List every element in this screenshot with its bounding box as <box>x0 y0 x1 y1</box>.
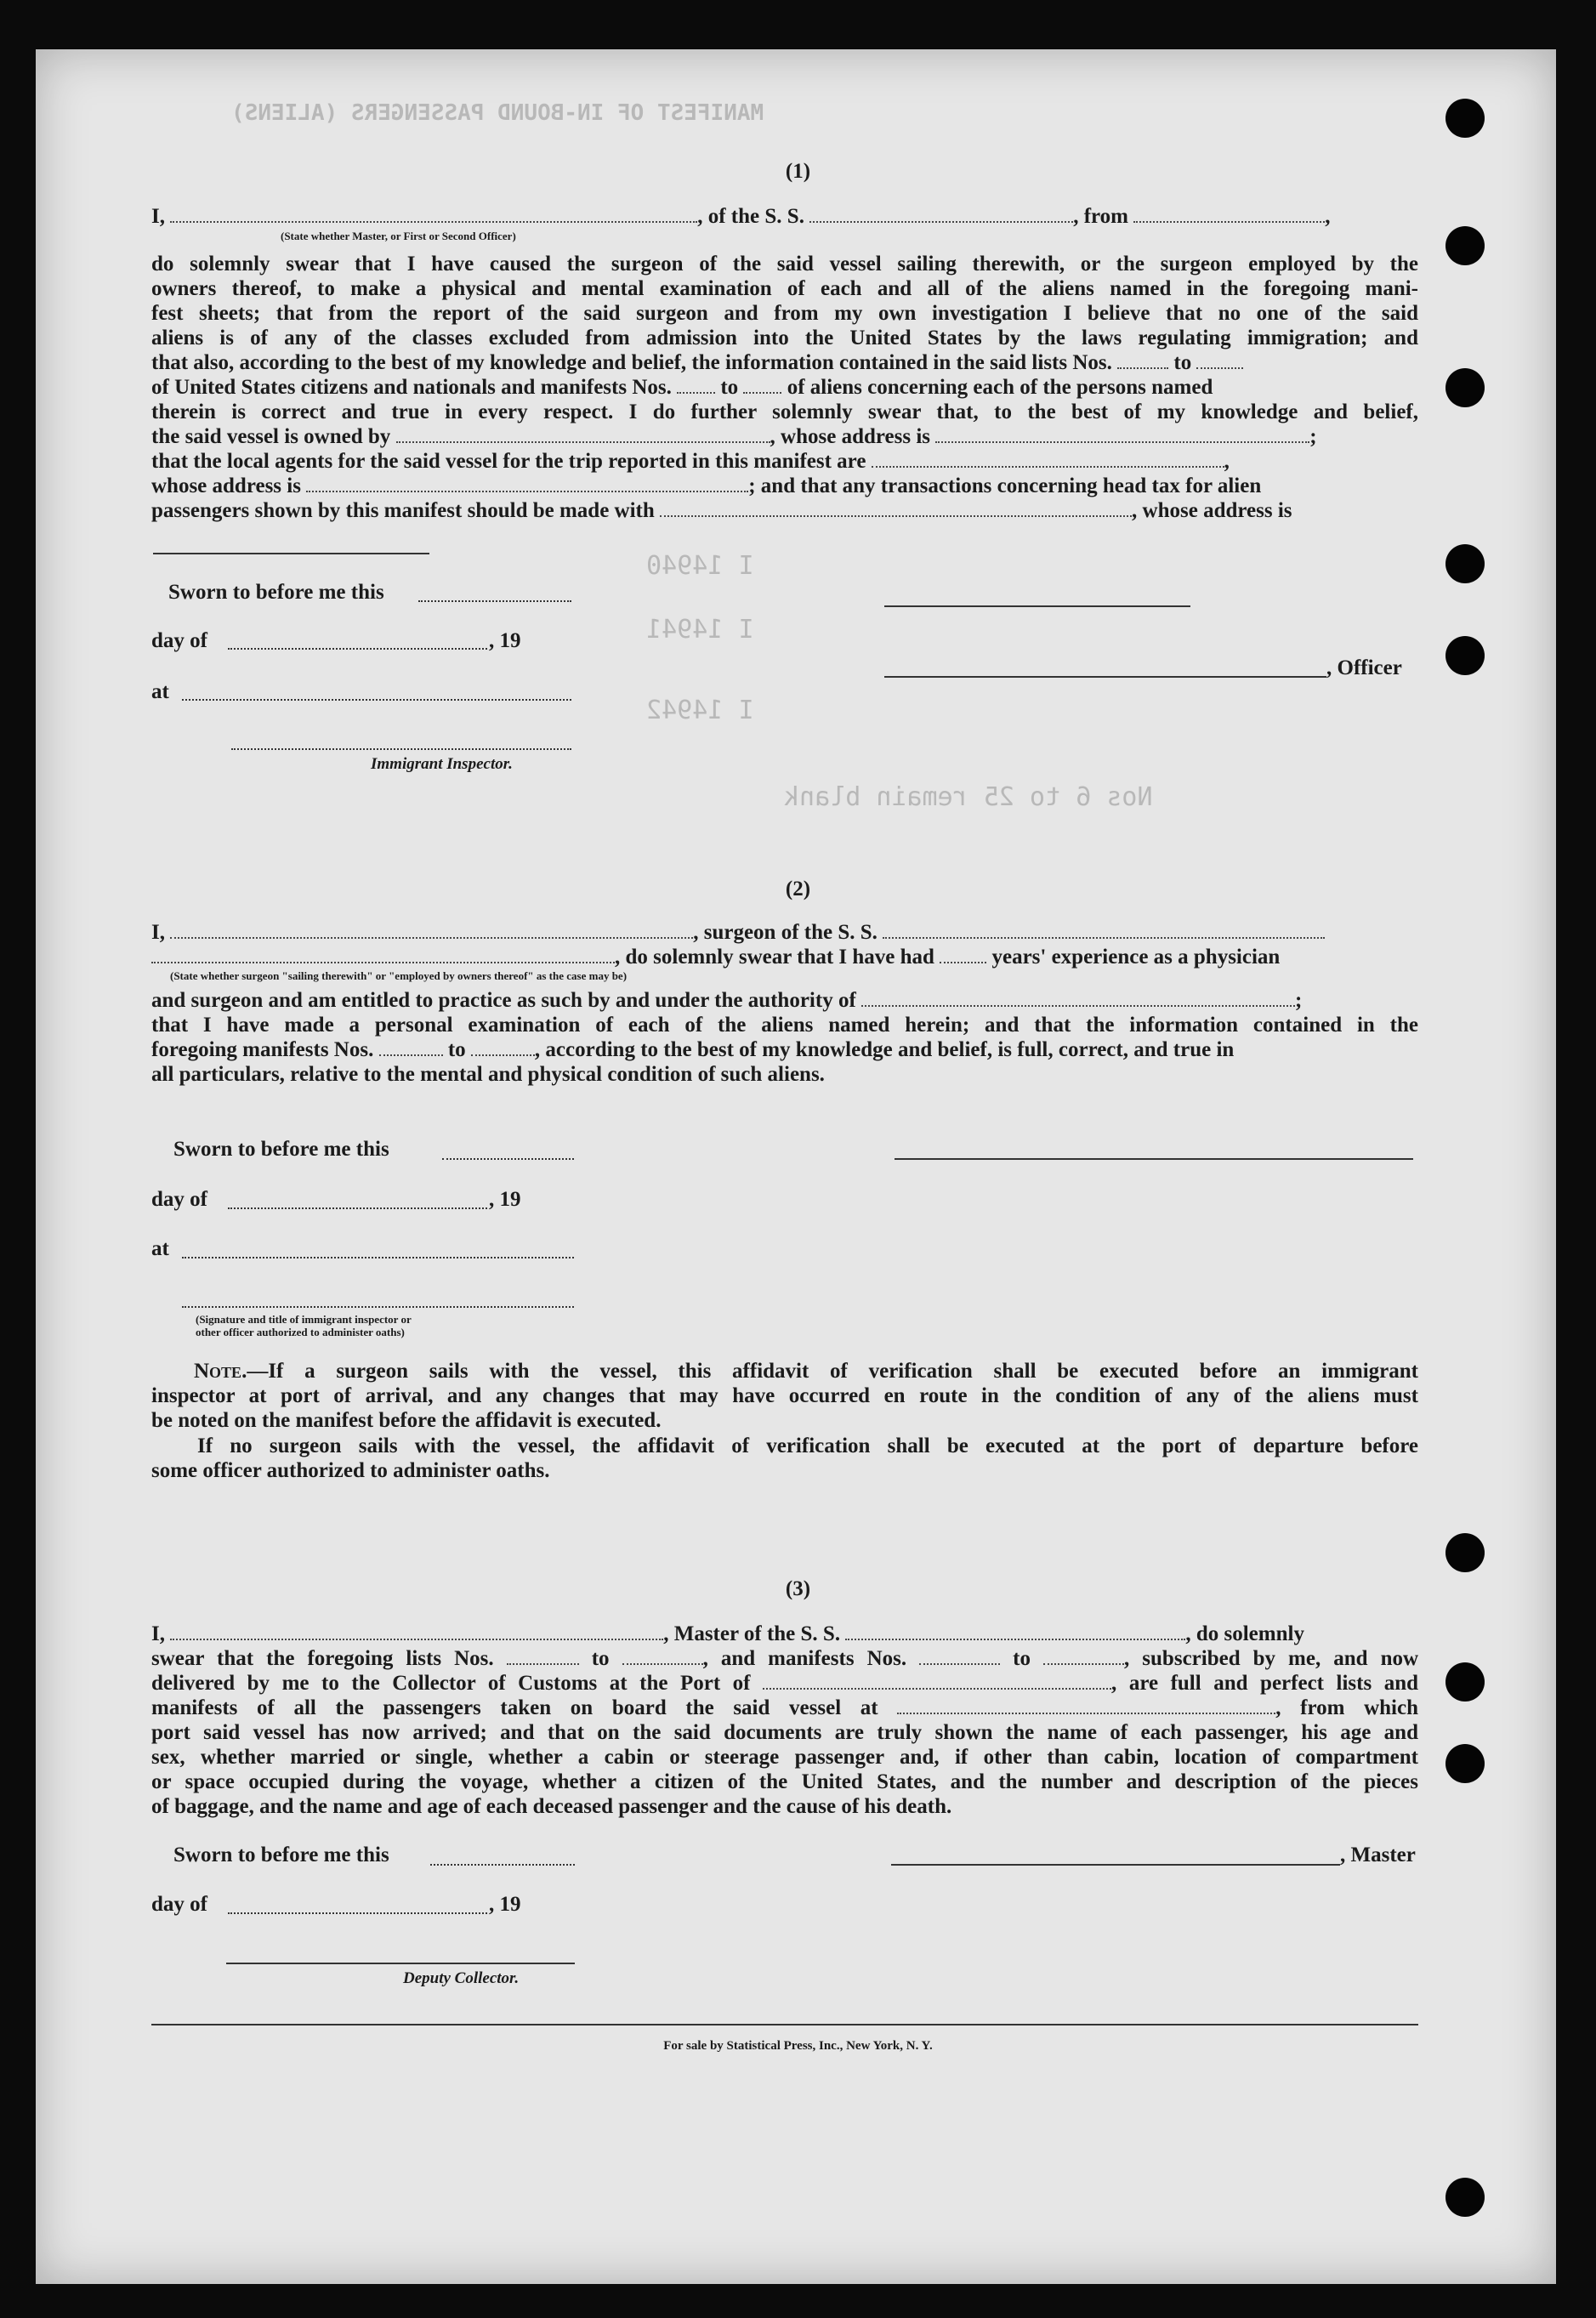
manifests-to-field[interactable] <box>743 377 781 394</box>
bleed-through-stamp: I 14942 <box>646 696 754 725</box>
note-line: Note.—If a surgeon sails with the vessel, this affidavit of verification shall be executed before an immigrant <box>194 1360 1418 1383</box>
surgeon-manifests-to-field[interactable] <box>471 1039 535 1056</box>
section-3-line-boarded: manifests of all the passengers taken on board the said vessel at , from which <box>151 1696 1418 1719</box>
sworn-date-field[interactable] <box>442 1158 574 1160</box>
punch-hole <box>1445 99 1485 138</box>
section-3-text-line: sex, whether married or single, whether a cabin or steerage passenger and, if other than cabin, location of compartment <box>151 1746 1418 1769</box>
master-signature-line[interactable] <box>891 1864 1340 1866</box>
year-label: , 19 <box>489 629 521 652</box>
sworn-label: Sworn to before me this <box>173 1844 389 1866</box>
year-label: , 19 <box>489 1188 521 1211</box>
punch-hole <box>1445 636 1485 675</box>
sworn-label: Sworn to before me this <box>168 581 384 604</box>
section-2-text-line: that I have made a personal examination of each of the aliens named herein; and that the information contained in the <box>151 1014 1418 1037</box>
section-2-line-surgeon: I, , surgeon of the S. S. <box>151 920 1418 945</box>
note-label: Note. <box>194 1360 247 1383</box>
note-line: If no surgeon sails with the vessel, the affidavit of verification shall be executed at the port of departure before <box>197 1435 1418 1457</box>
bleed-through-stamp: I 14941 <box>646 615 754 645</box>
section-2-line-authority: and surgeon and am entitled to practice as such by and under the authority of ; <box>151 989 1303 1012</box>
surgeon-vessel-field[interactable] <box>883 922 1325 939</box>
vessel-name-field[interactable] <box>845 1623 1185 1640</box>
blank-line <box>153 553 429 554</box>
master-lists-to-field[interactable] <box>622 1648 703 1665</box>
note-line: some officer authorized to administer oaths. <box>151 1459 550 1482</box>
from-port-field[interactable] <box>1133 206 1325 223</box>
day-of-label: day of <box>151 1188 207 1211</box>
section-1-text-line: do solemnly swear that I have caused the surgeon of the said vessel sailing therewith, or the surgeon employed by the <box>151 253 1418 276</box>
bleed-through-stamp: I 14940 <box>646 551 754 581</box>
section-1-text-line: aliens is of any of the classes excluded from admission into the United States by the laws regulating immigration; and <box>151 327 1418 349</box>
master-manifests-to-field[interactable] <box>1043 1648 1124 1665</box>
punch-hole <box>1445 1533 1485 1572</box>
section-2-line-manifests: foregoing manifests Nos. to , according to the best of my knowledge and belief, is full, correct, and true in <box>151 1038 1235 1061</box>
punch-hole <box>1445 1744 1485 1783</box>
section-1-text-line: therein is correct and true in every respect. I do further solemnly swear that, to the best of my knowledge and belief, <box>151 401 1418 423</box>
at-label: at <box>151 1237 169 1260</box>
signature-note: (Signature and title of immigrant inspector or <box>196 1313 412 1326</box>
customs-port-field[interactable] <box>763 1673 1111 1690</box>
surgeon-signature-line[interactable] <box>895 1158 1413 1160</box>
collector-signature-line[interactable] <box>226 1963 575 1964</box>
section-2-text-line: all particulars, relative to the mental and physical condition of such aliens. <box>151 1063 825 1086</box>
inspector-signature-line[interactable] <box>231 748 571 750</box>
section-1-line-citizens: of United States citizens and nationals and manifests Nos. to of aliens concerning each of the persons named <box>151 376 1213 399</box>
section-3-heading: (3) <box>785 1577 811 1600</box>
punch-hole <box>1445 1662 1485 1702</box>
at-label: at <box>151 680 169 703</box>
surgeon-name-field[interactable] <box>170 922 693 939</box>
officer-signature-line[interactable] <box>884 605 1190 607</box>
years-experience-field[interactable] <box>940 946 986 963</box>
lists-from-field[interactable] <box>1117 352 1168 369</box>
section-1-text-line: owners thereof, to make a physical and mental examination of each and all of the aliens named in the foregoing mani- <box>151 277 1418 300</box>
day-of-field[interactable] <box>228 1207 487 1209</box>
note-line: be noted on the manifest before the affidavit is executed. <box>151 1409 662 1432</box>
section-3-line-port: delivered by me to the Collector of Customs at the Port of , are full and perfect lists and <box>151 1672 1419 1695</box>
footer-divider <box>151 2024 1418 2025</box>
section-1-text-line: fest sheets; that from the report of the said surgeon and from my own investigation I believe that no one of the said <box>151 302 1418 325</box>
year-label: , 19 <box>489 1893 521 1916</box>
punch-hole <box>1445 2178 1485 2217</box>
at-field[interactable] <box>182 1257 574 1258</box>
head-tax-agent-field[interactable] <box>660 500 1132 517</box>
day-of-field[interactable] <box>228 1912 487 1914</box>
section-1-line-lists: that also, according to the best of my knowledge and belief, the information contained in the said lists Nos. to <box>151 350 1418 375</box>
signature-note: other officer authorized to administer oaths) <box>196 1326 405 1338</box>
master-name-field[interactable] <box>170 206 697 223</box>
agents-field[interactable] <box>872 451 1224 468</box>
sworn-date-field[interactable] <box>418 600 571 602</box>
agent-address-field[interactable] <box>306 475 748 492</box>
day-of-field[interactable] <box>228 648 487 650</box>
deputy-collector-label: Deputy Collector. <box>403 1969 520 1987</box>
lists-to-field[interactable] <box>1196 352 1243 369</box>
sworn-label: Sworn to before me this <box>173 1138 389 1161</box>
section-2-surgeon-note: (State whether surgeon "sailing therewith" or "employed by owners thereof" as the case may be) <box>170 969 628 982</box>
section-3-text-line: port said vessel has now arrived; and that on the said documents are truly shown the name of each passenger, his age and <box>151 1721 1418 1744</box>
footer-printer: For sale by Statistical Press, Inc., New York, N. Y. <box>663 2039 933 2053</box>
section-3-text-line: of baggage, and the name and age of each deceased passenger and the cause of his death. <box>151 1795 952 1818</box>
section-2-line-experience: , do solemnly swear that I have had years' experience as a physician <box>151 945 1418 969</box>
section-2-heading: (2) <box>785 878 811 900</box>
bleed-through-title: MANIFEST OF IN-BOUND PASSENGERS (ALIENS) <box>231 100 764 126</box>
punch-hole <box>1445 368 1485 407</box>
master-label: , Master <box>1340 1844 1416 1866</box>
section-1-line-master: I, , of the S. S. , from , <box>151 205 1331 228</box>
section-3-line-lists: swear that the foregoing lists Nos. to , and manifests Nos. to , subscribed by me, and now <box>151 1647 1419 1670</box>
master-manifests-from-field[interactable] <box>919 1648 1000 1665</box>
bleed-through-typed-line: Nos 6 to 25 remain blank <box>784 782 1153 812</box>
inspector-signature-line[interactable] <box>182 1306 574 1308</box>
day-of-label: day of <box>151 629 207 652</box>
section-1-line-owner: the said vessel is owned by , whose address is ; <box>151 425 1317 448</box>
master-name-field[interactable] <box>170 1623 663 1640</box>
section-1-heading: (1) <box>785 160 811 183</box>
owner-address-field[interactable] <box>935 426 1309 443</box>
boarding-port-field[interactable] <box>897 1697 1275 1714</box>
surgeon-manifests-from-field[interactable] <box>379 1039 443 1056</box>
section-1-master-note: (State whether Master, or First or Second Officer) <box>281 230 516 242</box>
section-1-line-agents: that the local agents for the said vessel for the trip reported in this manifest are , <box>151 450 1230 473</box>
sworn-date-field[interactable] <box>430 1864 575 1866</box>
vessel-name-field[interactable] <box>809 206 1073 223</box>
at-field[interactable] <box>182 699 571 701</box>
section-1-line-agent-address: whose address is ; and that any transactions concerning head tax for alien <box>151 474 1262 497</box>
section-3-line-master: I, , Master of the S. S. , do solemnly <box>151 1622 1304 1645</box>
section-1-line-head-tax: passengers shown by this manifest should be made with , whose address is <box>151 499 1292 522</box>
master-lists-from-field[interactable] <box>507 1648 579 1665</box>
immigrant-inspector-label: Immigrant Inspector. <box>371 755 513 773</box>
punch-hole <box>1445 226 1485 265</box>
section-3-text-line: or space occupied during the voyage, whether a citizen of the United States, and the number and description of the pieces <box>151 1770 1418 1793</box>
surgeon-type-field[interactable] <box>151 946 615 963</box>
manifests-from-field[interactable] <box>677 377 715 394</box>
punch-hole <box>1445 544 1485 583</box>
officer-label: , Officer <box>1326 656 1402 679</box>
note-line: inspector at port of arrival, and any changes that may have occurred en route in the condition of any of the aliens must <box>151 1384 1418 1407</box>
officer-signature-line[interactable] <box>884 676 1326 678</box>
owner-field[interactable] <box>396 426 770 443</box>
authority-field[interactable] <box>861 990 1295 1007</box>
day-of-label: day of <box>151 1893 207 1916</box>
